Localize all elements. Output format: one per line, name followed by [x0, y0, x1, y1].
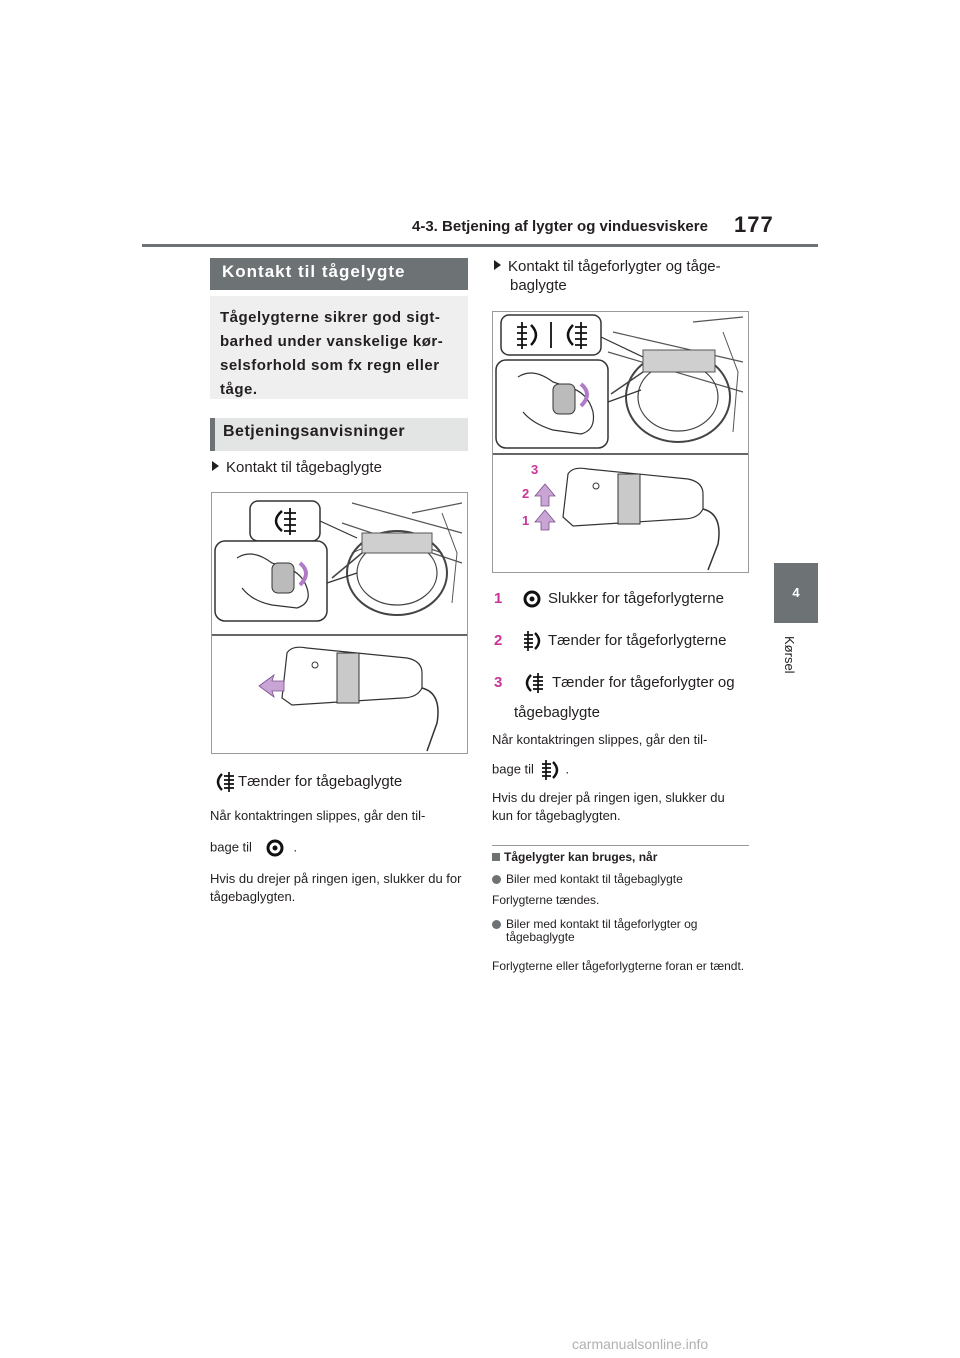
figure-label-2: 2 [522, 486, 530, 501]
off-ring-icon [522, 589, 544, 609]
note-title: Tågelygter kan bruges, når [492, 850, 657, 864]
page-number: 177 [734, 212, 774, 237]
left-release-text-cont: bage til . [210, 838, 297, 858]
note-text: Forlygterne eller tågeforlygterne foran er tændt. [492, 959, 745, 973]
section-title: Kontakt til tågelygte [210, 258, 468, 290]
list-item-cont: tågebaglygte [514, 704, 600, 721]
right-release-text-cont: bage til . [492, 759, 569, 781]
note-bullet: Biler med kontakt til tågebaglygte [492, 873, 749, 886]
chapter-label: Kørsel [782, 636, 797, 674]
running-header: 4-3. Betjening af lygter og vinduesviskere [412, 218, 708, 235]
rear-fog-caption: Tænder for tågebaglygte [212, 771, 402, 793]
watermark: carmanualsonline.info [572, 1336, 709, 1352]
left-heading: Kontakt til tågebaglygte [212, 457, 382, 479]
rear-fog-icon [212, 771, 238, 793]
note-rule [492, 845, 749, 846]
figure-label-1: 1 [522, 513, 530, 528]
chapter-tab: 4 [774, 563, 818, 623]
figure-label-3: 3 [531, 462, 539, 477]
front-fog-icon [540, 759, 564, 781]
right-turn-text: Hvis du drejer på ringen igen, slukker du kun for tågebaglygten. [492, 790, 725, 823]
off-ring-icon [262, 838, 288, 858]
section-intro: Tågelygterne sikrer god sigt-barhed under vanskelige kør-selsforhold som fx regn eller tåge. [210, 296, 468, 399]
front-rear-fog-switch-illustration [493, 312, 748, 572]
list-item: 1 Slukker for tågeforlygterne [494, 589, 724, 609]
right-release-text: Når kontaktringen slippes, går den til- [492, 732, 708, 747]
header-rule [142, 244, 818, 247]
right-heading: Kontakt til tågeforlygter og tåge- [494, 256, 721, 278]
subsection-title: Betjeningsanvisninger [210, 418, 468, 451]
rear-fog-switch-illustration [212, 493, 467, 753]
front-fog-icon [522, 630, 546, 652]
front-rear-fog-switch-figure [492, 311, 749, 573]
rear-fog-switch-figure [211, 492, 468, 754]
note-text: Forlygterne tændes. [492, 893, 600, 907]
left-turn-text: Hvis du drejer på ringen igen, slukker du for tågebaglygten. [210, 871, 462, 904]
list-item: 3 Tænder for tågeforlygter og [494, 672, 735, 694]
left-release-text: Når kontaktringen slippes, går den til- [210, 808, 426, 823]
rear-fog-icon [522, 672, 546, 694]
list-item: 2 Tænder for tågeforlygterne [494, 630, 726, 652]
right-heading-cont: baglygte [510, 277, 567, 294]
note-bullet: Biler med kontakt til tågeforlygter og tågebaglygte [492, 918, 749, 944]
